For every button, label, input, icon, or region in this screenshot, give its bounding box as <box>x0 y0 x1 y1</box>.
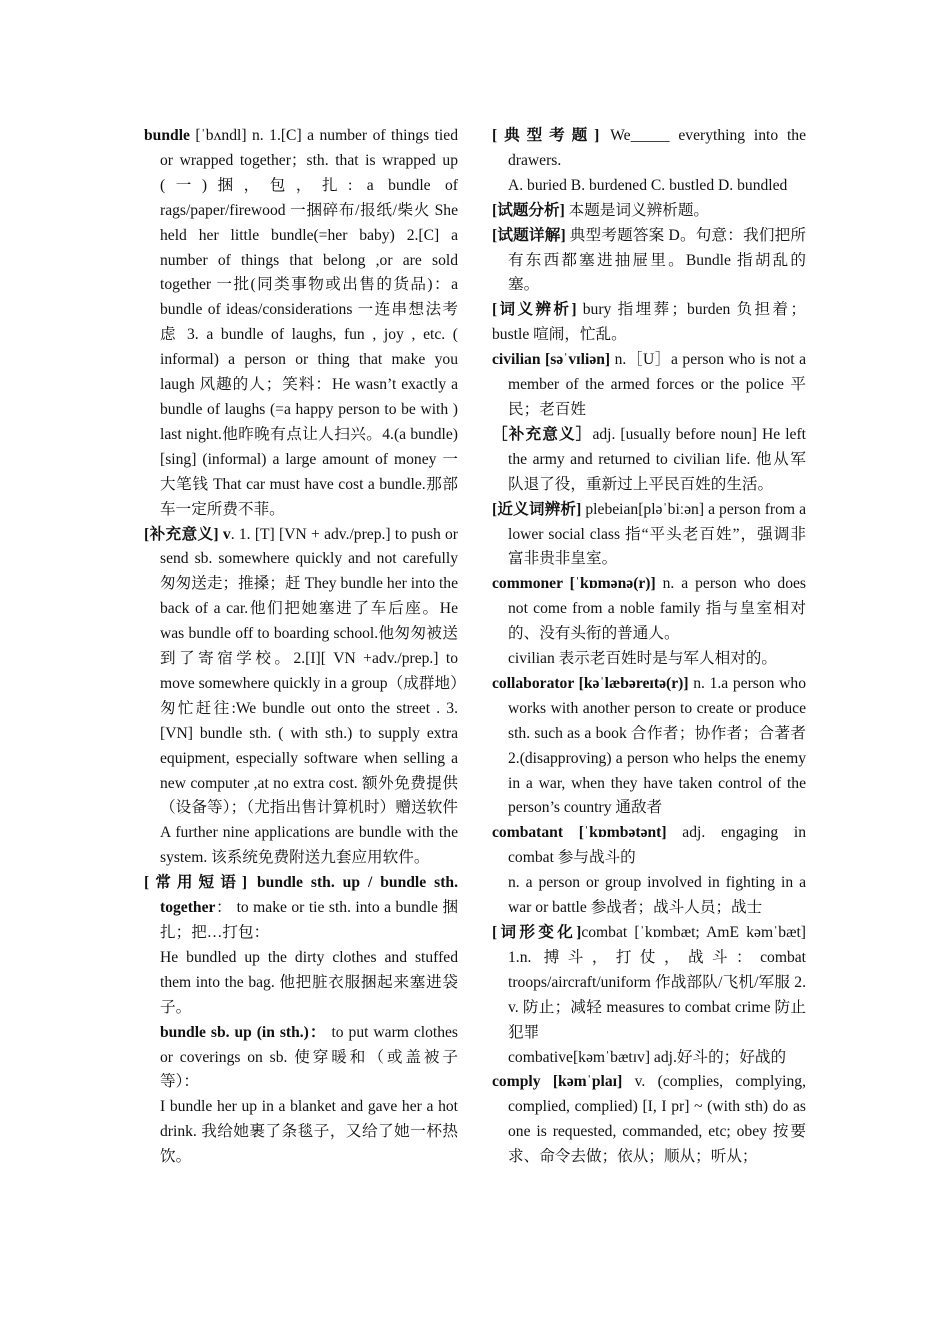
headword: collaborator <box>492 674 574 692</box>
section-tag: [补充意义] <box>144 525 219 543</box>
pronunciation: [ˈkɒmənə(r)] <box>562 575 656 593</box>
example-sentence: I bundle her up in a blanket and gave her a hot drink. 我给她裹了条毯子，又给了她一杯热饮。 <box>160 1098 458 1166</box>
section-tag: [典型考题] <box>492 127 602 144</box>
definition: n. 1.[C] a number of things tied or wrapped together；sth. that is wrapped up (一)捆，包，扎: a bundle of rags/paper/firewood 一捆碎布/报纸/柴火 She held her little bundle(=her baby) 2.[C] a number of things that belong ,or are sold together 一批(同类事物或出售的货品)：a bundle of ideas/considerations 一连串想法考虑 3. a bundle of laughs, fun , joy , etc. ( informal) a person or thing that make you laugh 风趣的人；笑料：He wasn’t exactly a bundle of laughs (=a happy person to be with ) last night.他昨晚有点让人扫兴。4.(a bundle) [sing] (informal) a large amount of money 一大笔钱 That car must have cost a bundle.那部车一定所费不菲。 <box>160 127 458 518</box>
headword: civilian <box>492 351 541 369</box>
entry-combatant <box>492 821 806 871</box>
meaning-distinction <box>492 298 806 348</box>
definition: adj. [usually before noun] He left the army and returned to civilian life. 他从军队退了役，重新过上平民百姓的生活。 <box>508 425 806 493</box>
pronunciation: [kəmˈplaɪ] <box>540 1073 623 1091</box>
synonym-text: plebeian[pləˈbiːən] a person from a lower social class 指“平头老百姓”，强调非富非贵非皇室。 <box>508 500 806 568</box>
near-synonym-distinction <box>492 498 806 573</box>
phrase: bundle sth. up / bundle sth. together <box>160 874 458 917</box>
headword: bundle <box>144 127 190 144</box>
noun-definition: n. a person or group involved in fighting in a war or battle 参战者；战斗人员；战士 <box>508 874 806 917</box>
entry-commoner <box>492 572 806 647</box>
definition: v. (complies, complying, complied, complied) [I, I pr] ~ (with sth) do as one is requested, commanded, etc; obey 按要求、命令去做；依从；顺从；听从； <box>508 1073 806 1166</box>
section-tag: [词形变化] <box>492 924 582 941</box>
section-tag: [近义词辨析] <box>492 500 582 518</box>
section-tag: [试题分析] <box>492 201 565 219</box>
section-tag: [词义辨析] <box>492 301 577 319</box>
entry-bundle <box>144 124 458 523</box>
section-tag: [试题详解] <box>492 226 566 244</box>
entry-civilian <box>492 348 806 423</box>
question: We_____ everything into the drawers. <box>508 127 806 169</box>
phrase-definition: to put warm clothes or coverings on sb. 使穿暖和（或盖被子等）： <box>160 1023 459 1091</box>
word-forms-text: combat [ˈkɒmbæt; AmE kəmˈbæt] 1.n. 搏斗，打仗，战斗：combat troops/aircraft/uniform 作战部队/飞机/军服 2. v. 防止；减轻 measures to combat crime 防止犯罪 <box>508 924 807 1041</box>
section-tag: ［补充意义］ <box>492 425 593 443</box>
definition: . 1. [T] [VN + adv./prep.] to push or send sb. somewhere quickly and not carefully 匆匆送走；推搡；赶 They bundle her into the back of a car.他们把她塞进了车后座。He was bundle off to boarding school.他匆匆被送到了寄宿学校。2.[I][ VN +adv./prep.] to move somewhere quickly in a group（成群地）匆忙赶往:We bundle out onto the street . 3.[VN] bundle sth. ( with sth.) to supply extra equipment, especially software when selling a new computer ,at no extra cost. 额外免费提供（设备等）；（尤指出售计算机时）赠送软件 A further nine applications are bundle with the system. 该系统免费附送九套应用软件。 <box>160 525 458 867</box>
supplement-meaning <box>492 423 806 498</box>
pronunciation: [kəˈlæbəreɪtə(r)] <box>574 674 689 692</box>
entry-comply <box>492 1070 806 1170</box>
usage-note: civilian 表示老百姓时是与军人相对的。 <box>508 650 777 668</box>
example-sentence: He bundled up the dirty clothes and stuffed them into the bag. 他把脏衣服捆起来塞进袋子。 <box>160 948 458 1016</box>
pronunciation: [ˈkɒmbətənt] <box>563 824 667 842</box>
right-column <box>492 124 806 1170</box>
definition: n. a person who does not come from a noble family 指与皇室相对的、没有头衔的普通人。 <box>508 575 806 643</box>
distinction-text: bury 指埋葬；burden 负担着；bustle 喧闹，忙乱。 <box>492 301 806 344</box>
headword: commoner <box>492 575 563 593</box>
headword: combatant <box>492 824 564 842</box>
headword: comply <box>492 1073 541 1091</box>
definition: n. 1.a person who works with another person to create or produce sth. such as a book 合作者；协作者；合著者 2.(disapproving) a person who helps the enemy in a war, when they have taken control of the person’s country 通敌者 <box>508 674 806 817</box>
left-column <box>144 124 458 1170</box>
part-of-speech: v <box>218 525 231 543</box>
pronunciation: [səˈvɪliən] <box>540 351 611 369</box>
definition: adj. engaging in combat 参与战斗的 <box>508 824 806 867</box>
phrase-definition: ： to make or tie sth. into a bundle 捆扎；把…打包： <box>160 899 458 941</box>
phrase: bundle sb. up (in sth.)： <box>160 1023 327 1041</box>
analysis-text: 本题是词义辨析题。 <box>564 201 710 219</box>
detail-text: 典型考题答案 D。句意：我们把所有东西都塞进抽屉里。Bundle 指胡乱的塞。 <box>508 226 806 294</box>
derived-word: combative[kəmˈbætɪv] adj.好斗的；好战的 <box>508 1048 787 1066</box>
question-analysis <box>492 199 806 224</box>
word-forms <box>492 921 806 1046</box>
supplement-meaning <box>144 523 458 872</box>
section-tag: [常用短语] <box>144 874 250 892</box>
definition: n.［U］a person who is not a member of the armed forces or the police 平民；老百姓 <box>508 351 806 418</box>
entry-collaborator <box>492 672 806 821</box>
pronunciation: [ˈbʌndl] <box>195 127 247 144</box>
answer-options: A. buried B. burdened C. bustled D. bundled <box>508 176 788 194</box>
common-phrases <box>144 871 458 946</box>
question-detail <box>492 224 806 299</box>
typical-exam-question <box>492 124 806 174</box>
phrase-entry <box>144 1021 458 1096</box>
